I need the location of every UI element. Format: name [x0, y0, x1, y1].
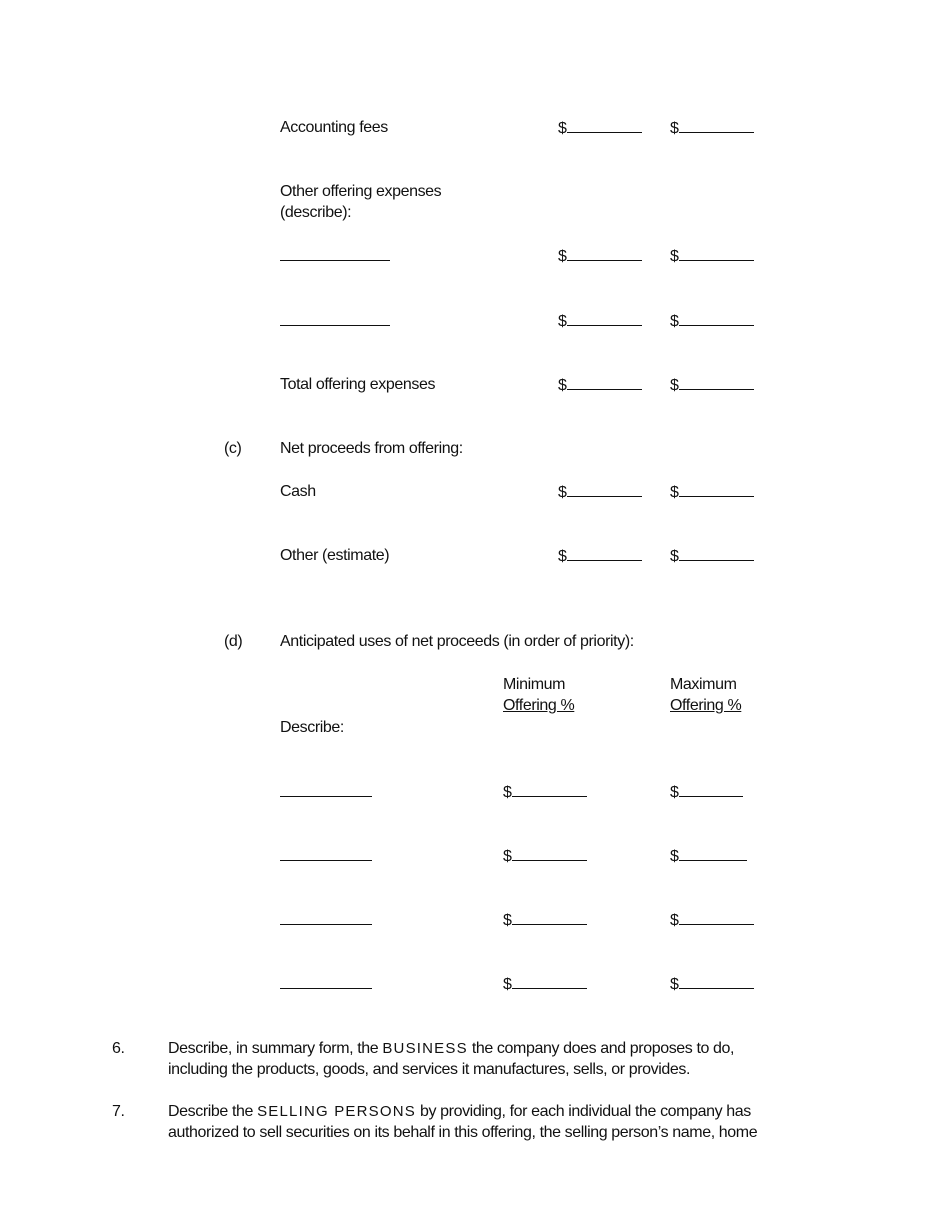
minimum-column-header: Minimum: [503, 676, 566, 693]
currency-sign: $: [670, 484, 679, 501]
use-3-max-field[interactable]: [670, 909, 754, 931]
item-6-text: [168, 1038, 734, 1059]
currency-sign: $: [503, 976, 512, 993]
cash-label: Cash: [280, 483, 316, 500]
selling-persons-keyword: SELLING PERSONS: [257, 1103, 416, 1120]
total-expenses-label: Total offering expenses: [280, 376, 436, 393]
use-4-min-field[interactable]: [503, 973, 587, 995]
currency-sign: $: [558, 484, 567, 501]
item-6-text-end: the company does and proposes to do,: [467, 1040, 735, 1057]
currency-sign: $: [670, 377, 679, 394]
currency-sign: $: [670, 912, 679, 929]
other-expense-1-max-field[interactable]: [670, 245, 754, 267]
item-7-text: [168, 1101, 751, 1122]
use-4-max-field[interactable]: [670, 973, 754, 995]
currency-sign: $: [670, 548, 679, 565]
currency-sign: $: [670, 248, 679, 265]
item-6-number: 6.: [112, 1040, 125, 1057]
use-1-max-field[interactable]: [670, 781, 743, 803]
describe-label: Describe:: [280, 719, 344, 736]
section-d-title: Anticipated uses of net proceeds (in order of priority):: [280, 633, 634, 650]
use-3-min-field[interactable]: [503, 909, 587, 931]
accounting-fees-label: Accounting fees: [280, 119, 388, 136]
other-expense-2-min-field[interactable]: [558, 310, 642, 332]
item-7-number: 7.: [112, 1103, 125, 1120]
other-estimate-min-field[interactable]: [558, 545, 642, 567]
accounting-fees-min-field[interactable]: [558, 117, 642, 139]
currency-sign: $: [558, 313, 567, 330]
currency-sign: $: [670, 313, 679, 330]
currency-sign: $: [558, 377, 567, 394]
maximum-offering-header: Offering %: [670, 697, 742, 714]
use-1-description[interactable]: [280, 781, 372, 803]
use-2-min-field[interactable]: [503, 845, 587, 867]
section-d-label: (d): [224, 633, 243, 650]
item-7-line-2: authorized to sell securities on its behalf in this offering, the selling person’s name, home: [168, 1124, 758, 1141]
section-c-title: Net proceeds from offering:: [280, 440, 463, 457]
currency-sign: $: [670, 784, 679, 801]
total-expenses-min-field[interactable]: [558, 374, 642, 396]
use-4-description[interactable]: [280, 973, 372, 995]
item-7-text-end: by providing, for each individual the company has: [415, 1103, 751, 1120]
other-estimate-max-field[interactable]: [670, 545, 754, 567]
currency-sign: $: [503, 784, 512, 801]
cash-min-field[interactable]: [558, 481, 642, 503]
minimum-offering-header: Offering %: [503, 697, 575, 714]
currency-sign: $: [670, 848, 679, 865]
item-6-line-2: including the products, goods, and services it manufactures, sells, or provides.: [168, 1061, 691, 1078]
other-expense-1-description[interactable]: [280, 245, 390, 267]
item-7-text-start: Describe the: [168, 1103, 258, 1120]
currency-sign: $: [670, 120, 679, 137]
maximum-column-header: Maximum: [670, 676, 737, 693]
other-expenses-describe: (describe):: [280, 204, 352, 221]
use-3-description[interactable]: [280, 909, 372, 931]
currency-sign: $: [558, 548, 567, 565]
currency-sign: $: [558, 120, 567, 137]
section-c-label: (c): [224, 440, 242, 457]
item-6-text-start: Describe, in summary form, the: [168, 1040, 383, 1057]
other-estimate-label: Other (estimate): [280, 547, 390, 564]
use-2-max-field[interactable]: [670, 845, 747, 867]
use-2-description[interactable]: [280, 845, 372, 867]
use-1-min-field[interactable]: [503, 781, 587, 803]
currency-sign: $: [503, 912, 512, 929]
other-expenses-heading: Other offering expenses: [280, 183, 442, 200]
total-expenses-max-field[interactable]: [670, 374, 754, 396]
currency-sign: $: [558, 248, 567, 265]
currency-sign: $: [503, 848, 512, 865]
cash-max-field[interactable]: [670, 481, 754, 503]
accounting-fees-max-field[interactable]: [670, 117, 754, 139]
other-expense-1-min-field[interactable]: [558, 245, 642, 267]
other-expense-2-max-field[interactable]: [670, 310, 754, 332]
currency-sign: $: [670, 976, 679, 993]
other-expense-2-description[interactable]: [280, 310, 390, 332]
business-keyword: BUSINESS: [382, 1040, 468, 1057]
